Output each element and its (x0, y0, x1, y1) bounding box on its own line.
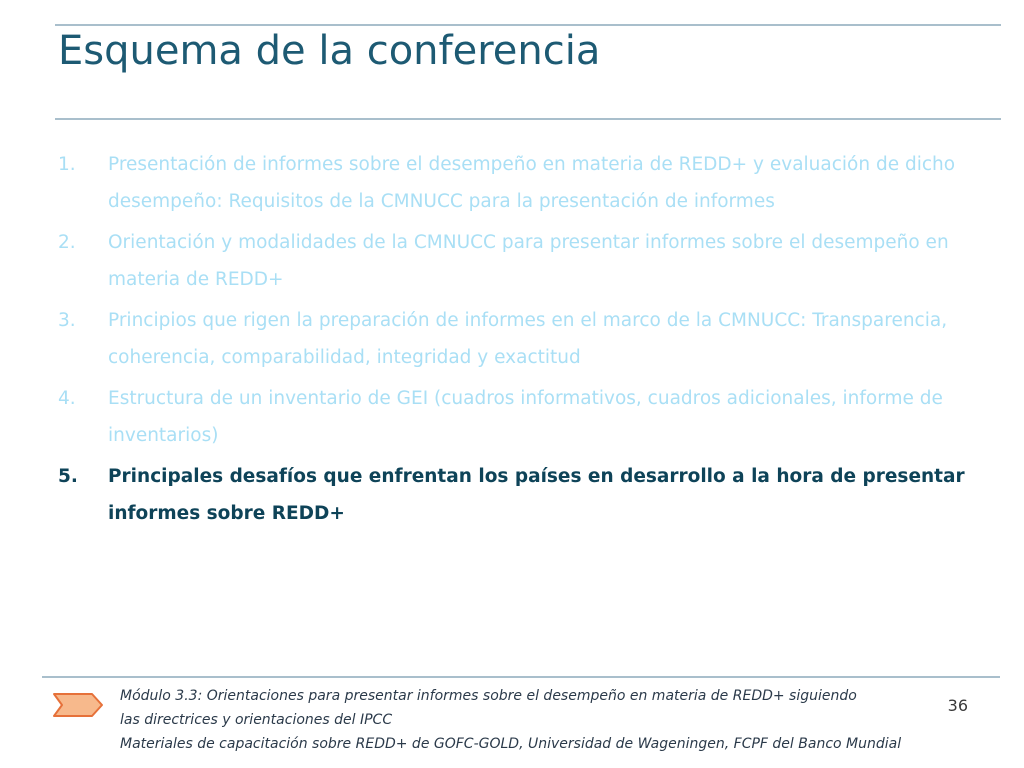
outline-item-text: Estructura de un inventario de GEI (cuadros informativos, cuadros adicionales, informe de inventarios) (108, 388, 943, 446)
outline-item (58, 380, 1008, 454)
footer-caption (120, 684, 960, 756)
footer-line: Módulo 3.3: Orientaciones para presentar informes sobre el desempeño en materia de REDD+ siguiendo (120, 688, 857, 704)
outline-item-current (58, 458, 1008, 532)
footer-rule (42, 676, 1000, 678)
outline-item-text: Orientación y modalidades de la CMNUCC para presentar informes sobre el desempeño en materia de REDD+ (108, 232, 949, 290)
outline-item-text: Principales desafíos que enfrentan los países en desarrollo a la hora de presentar informes sobre REDD+ (108, 466, 965, 524)
slide-title: Esquema de la conferencia (58, 28, 601, 74)
outline-item (58, 146, 1008, 220)
outline-item (58, 224, 1008, 298)
outline-item-number: 5. (58, 466, 78, 487)
footer-line: Materiales de capacitación sobre REDD+ de GOFC-GOLD, Universidad de Wageningen, FCPF del Banco Mundial (120, 736, 902, 752)
page-number: 36 (947, 696, 968, 715)
outline-item-number: 1. (58, 154, 76, 175)
top-rule (55, 24, 1001, 26)
outline-item-number: 4. (58, 388, 76, 409)
outline-item-number: 3. (58, 310, 76, 331)
chevron-arrow-icon (52, 692, 104, 718)
outline-item-text: Principios que rigen la preparación de informes en el marco de la CMNUCC: Transparencia, coherencia, comparabilidad, integridad y exactitud (108, 310, 948, 368)
footer-line: las directrices y orientaciones del IPCC (120, 712, 393, 728)
outline-list (58, 146, 1008, 536)
outline-item-number: 2. (58, 232, 76, 253)
title-underline-rule (55, 118, 1001, 120)
outline-item (58, 302, 1008, 376)
outline-item-text: Presentación de informes sobre el desempeño en materia de REDD+ y evaluación de dicho desempeño: Requisitos de la CMNUCC para la presentación de informes (108, 154, 956, 212)
